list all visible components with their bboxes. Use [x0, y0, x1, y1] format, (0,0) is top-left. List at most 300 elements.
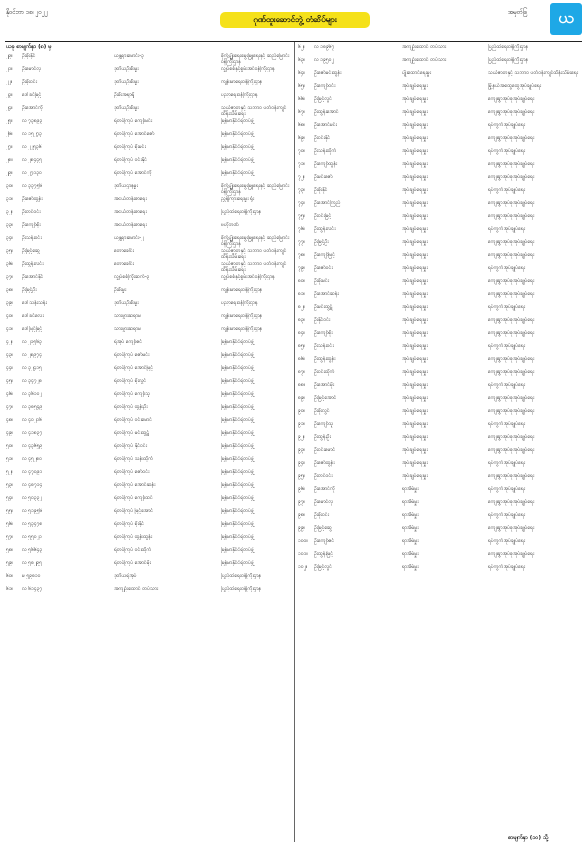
- position-cell: အကျဉ်းထောင် တပ်သား: [114, 585, 159, 592]
- position-cell: ရဲတပ်ကြပ် ထွန်းထွန်း: [114, 533, 153, 540]
- department-cell: ရပ်ကွက်အုပ်ချုပ်ရေး: [488, 343, 525, 349]
- department-cell: မြန်မာနိုင်ငံရဲတပ်ဖွဲ့: [221, 429, 254, 436]
- department-cell: သယံဇာတနှင့် သဘာဝ ပတ်ဝန်းကျင်ထိန်းသိမ်းရေး: [221, 260, 287, 273]
- column-divider: [294, 42, 295, 842]
- page-title: ဂုဏ်ထူးဆောင်ဘွဲ့ တံဆိပ်များ: [220, 12, 370, 28]
- name-cell: ဦးဇော်ထွန်း: [22, 195, 43, 202]
- department-cell: ရပ်ကွက်အုပ်ချုပ်ရေး: [488, 538, 525, 544]
- department-cell: ကျေးရွာအုပ်စုအုပ်ချုပ်ရေး: [488, 473, 535, 479]
- continued-from-label: ယခု စာမျက်နှာ (၈) မှ: [6, 44, 52, 50]
- name-cell: ဦးအောင်ကို: [22, 104, 43, 111]
- department-cell: ကျေးရွာအုပ်စုအုပ်ချုပ်ရေး: [488, 200, 535, 206]
- no-cell: ၄၃။: [6, 351, 14, 358]
- award-row: [6, 53, 292, 66]
- award-row: [298, 408, 582, 421]
- position-cell: အကျဉ်းထောင် တပ်သား: [402, 57, 447, 63]
- award-row: [298, 486, 582, 499]
- award-row: [6, 365, 292, 378]
- position-cell: အုပ်ချုပ်ရေးမှူး: [402, 291, 428, 297]
- position-cell: အုပ်ချုပ်ရေးမှူး: [402, 369, 428, 375]
- position-cell: ရဲတပ်ကြပ် ထွန်းဦး: [114, 403, 148, 410]
- position-cell: ရဲတပ်ကြပ် ဝင်းနိုင်: [114, 156, 147, 163]
- position-cell: ရာအိမ်မှူး: [402, 525, 419, 531]
- award-row: [298, 109, 582, 122]
- award-row: [298, 135, 582, 148]
- department-cell: ရပ်ကွက်အုပ်ချုပ်ရေး: [488, 512, 525, 518]
- no-cell: ၆၉။: [298, 135, 306, 141]
- name-cell: ဦးဇော်မင်းထွန်း: [314, 70, 342, 76]
- award-row: [298, 57, 582, 70]
- department-cell: မြန်မာနိုင်ငံရဲတပ်ဖွဲ့: [221, 130, 254, 137]
- position-cell: အုပ်ချုပ်ရေးမှူး: [402, 304, 428, 310]
- no-cell: ၈၈။: [298, 382, 306, 388]
- name-cell: မ ၅၉၈၁၀: [22, 572, 41, 579]
- award-row: [6, 508, 292, 521]
- department-cell: ပြည်ထဲရေးဝန်ကြီးဌာန: [221, 585, 262, 592]
- department-cell: ကျေးရွာအုပ်စုအုပ်ချုပ်ရေး: [488, 356, 535, 362]
- award-row: [298, 564, 582, 577]
- name-cell: ဒေါ်မြင့်မြင့်: [22, 325, 43, 332]
- name-cell: ဦးကျော်မြင့်: [314, 252, 335, 258]
- position-cell: အကျဉ်းထောင် တပ်သား: [402, 44, 447, 50]
- no-cell: ၅၂။: [6, 468, 13, 475]
- department-cell: ပြည်ထဲရေးဝန်ကြီးဌာန: [488, 57, 529, 63]
- name-cell: လ ၃၄၇၂၈: [22, 377, 43, 384]
- department-cell: မြန်မာနိုင်ငံရဲတပ်ဖွဲ့: [221, 481, 254, 488]
- position-cell: ရာအိမ်မှူး: [402, 538, 419, 544]
- position-cell: အုပ်ချုပ်ရေးမှူး: [402, 447, 428, 453]
- position-cell: အုပ်ချုပ်ရေးမှူး: [402, 317, 428, 323]
- name-cell: ဦးဝင်းမြင့်: [314, 213, 332, 219]
- award-row: [298, 213, 582, 226]
- no-cell: ၈၇။: [298, 369, 306, 375]
- no-cell: ၄၁။: [6, 325, 14, 332]
- award-row: [298, 317, 582, 330]
- department-cell: မြန်မာနိုင်ငံရဲတပ်ဖွဲ့: [221, 169, 254, 176]
- award-row: [6, 391, 292, 404]
- award-row: [298, 330, 582, 343]
- department-cell: ကျေးရွာအုပ်စုအုပ်ချုပ်ရေး: [488, 525, 535, 531]
- name-cell: ဦးထွန်းမြင့်: [314, 551, 334, 557]
- position-cell: ရဲတပ်ကြပ် အောင်မြင့်: [114, 364, 154, 371]
- award-row: [298, 447, 582, 460]
- no-cell: ၃၀။: [6, 182, 14, 189]
- department-cell: ကျေးရွာအုပ်စုအုပ်ချုပ်ရေး: [488, 174, 535, 180]
- award-row: [6, 521, 292, 534]
- award-row: [298, 200, 582, 213]
- name-cell: လ ၅၈၂၉၅: [22, 559, 43, 566]
- no-cell: ၉၅။: [298, 473, 306, 479]
- award-row: [298, 473, 582, 486]
- department-cell: ပြည်ထဲရေးဝန်ကြီးဌာန: [221, 208, 262, 215]
- department-cell: မြန်မာနိုင်ငံရဲတပ်ဖွဲ့: [221, 520, 254, 527]
- position-cell: ရာအိမ်မှူး: [402, 551, 419, 557]
- no-cell: ၇၁။: [298, 161, 306, 167]
- department-cell: ကျေးရွာအုပ်စုအုပ်ချုပ်ရေး: [488, 252, 535, 258]
- department-cell: လျှပ်စစ်နှင့်စွမ်းအင်ဝန်ကြီးဌာန: [221, 65, 275, 72]
- no-cell: ၉၁။: [298, 421, 306, 427]
- department-cell: ရပ်ကွက်အုပ်ချုပ်ရေး: [488, 382, 525, 388]
- award-row: [6, 352, 292, 365]
- name-cell: ဦးဇော်ဝင်း: [314, 265, 333, 271]
- award-row: [6, 248, 292, 261]
- position-cell: ရာအိမ်မှူး: [402, 499, 419, 505]
- department-cell: မြန်မာနိုင်ငံရဲတပ်ဖွဲ့: [221, 364, 254, 371]
- position-cell: ရာအိမ်မှူး: [402, 564, 419, 570]
- department-cell: မြန်မာနိုင်ငံရဲတပ်ဖွဲ့: [221, 403, 254, 410]
- name-cell: ဦးကျော်ဇင်: [314, 538, 335, 544]
- no-cell: ၁၀၂။: [298, 564, 308, 570]
- no-cell: ၆၄။: [298, 70, 306, 76]
- no-cell: ၃၅။: [6, 247, 14, 254]
- award-row: [6, 339, 292, 352]
- name-cell: လ ၄၀၂၁၆: [22, 416, 42, 423]
- department-cell: မြန်မာနိုင်ငံရဲတပ်ဖွဲ့: [221, 156, 254, 163]
- no-cell: ၅၈။: [6, 546, 14, 553]
- no-cell: ၃၁။: [6, 195, 14, 202]
- name-cell: လ ၁၈၉၆၇: [314, 44, 335, 50]
- name-cell: လ ၂၂၅၃၆: [22, 143, 42, 150]
- no-cell: ၄၀။: [6, 312, 14, 319]
- department-cell: မြန်မာနိုင်ငံရဲတပ်ဖွဲ့: [221, 442, 254, 449]
- no-cell: ၅၆။: [6, 520, 14, 527]
- award-row: [298, 538, 582, 551]
- award-row: [298, 44, 582, 57]
- award-row: [6, 430, 292, 443]
- department-cell: ရပ်ကွက်အုပ်ချုပ်ရေး: [488, 265, 525, 271]
- department-cell: ကျေးရွာအုပ်စုအုပ်ချုပ်ရေး: [488, 109, 535, 115]
- no-cell: ၈၁။: [298, 291, 306, 297]
- no-cell: ၅၉။: [6, 559, 14, 566]
- position-cell: ဒုတိယဌာနမှူး: [114, 182, 138, 189]
- department-cell: မြန်မာနိုင်ငံရဲတပ်ဖွဲ့: [221, 546, 254, 553]
- department-cell: ကျေးရွာအုပ်စုအုပ်ချုပ်ရေး: [488, 291, 535, 297]
- department-cell: လျှပ်စစ်နှင့်စွမ်းအင်ဝန်ကြီးဌာန: [221, 273, 275, 280]
- position-cell: အုပ်ချုပ်ရေးမှူး: [402, 135, 428, 141]
- award-row: [6, 261, 292, 274]
- no-cell: ၂၂။: [6, 78, 13, 85]
- award-row: [298, 174, 582, 187]
- position-cell: ရဲတပ်ကြပ် အောင်မိုး: [114, 559, 151, 566]
- no-cell: ၃၇။: [6, 273, 14, 280]
- award-row: [6, 66, 292, 79]
- position-cell: အုပ်ချုပ်ရေးမှူး: [402, 148, 428, 154]
- name-cell: ဦးမြင့်လွင်: [314, 564, 332, 570]
- no-cell: ၅၀။: [6, 442, 14, 449]
- name-cell: လ ၇၃၈၉၃: [22, 117, 43, 124]
- department-cell: မြန်မာနိုင်ငံရဲတပ်ဖွဲ့: [221, 117, 254, 124]
- name-cell: ဦးကျော်ထွန်း: [314, 161, 338, 167]
- award-row: [6, 287, 292, 300]
- award-row: [298, 356, 582, 369]
- position-cell: ရဲတပ်ကြပ် ဇော်မင်း: [114, 351, 150, 358]
- position-cell: ရဲတပ်ကြပ် စိုးမင်း: [114, 143, 146, 150]
- department-cell: မြန်မာနိုင်ငံရဲတပ်ဖွဲ့: [221, 377, 254, 384]
- no-cell: ၇၅။: [298, 213, 306, 219]
- department-cell: သယံဇာတနှင့် သဘာဝ ပတ်ဝန်းကျင်ထိန်းသိမ်းရေး: [221, 247, 287, 260]
- position-cell: အုပ်ချုပ်ရေးမှူး: [402, 187, 428, 193]
- award-row: [298, 161, 582, 174]
- position-cell: အုပ်ချုပ်ရေးမှူး: [402, 343, 428, 349]
- award-row: [6, 274, 292, 287]
- award-row: [6, 547, 292, 560]
- name-cell: ဦးတင်ဝင်း: [22, 208, 41, 215]
- no-cell: ၂၉။: [6, 169, 13, 176]
- award-row: [6, 183, 292, 196]
- name-cell: ဦးမောင်လှ: [314, 499, 334, 505]
- name-cell: ဦးမြင့်ဆွေ: [314, 525, 332, 531]
- position-cell: အုပ်ချုပ်ရေးမှူး: [402, 382, 428, 388]
- name-cell: ဦးစိုးမင်း: [314, 278, 330, 284]
- award-row: [298, 226, 582, 239]
- department-cell: ရပ်ကွက်အုပ်ချုပ်ရေး: [488, 226, 525, 232]
- position-cell: ရဲတပ်ကြပ် မြင့်အောင်: [114, 507, 154, 514]
- no-cell: ၁၀၁။: [298, 551, 308, 557]
- award-row: [6, 586, 292, 599]
- position-cell: အုပ်ချုပ်ရေးမှူး: [402, 460, 428, 466]
- award-row: [298, 499, 582, 512]
- award-row: [6, 196, 292, 209]
- name-cell: ဦးသန်းဝင်း: [314, 343, 334, 349]
- position-cell: ရဲတပ်ကြပ် အောင်ဇော်: [114, 130, 155, 137]
- name-cell: ဦးမြင့်ဆွေ: [22, 247, 40, 254]
- position-cell: ပျိုးထောင်ရေးမှူး: [402, 70, 431, 76]
- position-cell: ရဲတပ်ကြပ် အောင်ကို: [114, 169, 152, 176]
- no-cell: ၆၀။: [6, 572, 14, 579]
- position-cell: ရဲတပ်ကြပ် ဝင်းထိုက်: [114, 546, 152, 553]
- position-cell: ဒုတိယဦးစီးမှူး: [114, 78, 139, 85]
- no-cell: ၄၆။: [6, 390, 14, 397]
- no-cell: ၄၂။: [6, 338, 13, 345]
- award-row: [298, 265, 582, 278]
- position-cell: သားဖွားဆရာမ: [114, 325, 141, 332]
- issue-date: နိုဝင်ဘာ ၁၈၊ ၂၀၂၂: [6, 9, 48, 16]
- department-cell: မြန်မာနိုင်ငံရဲတပ်ဖွဲ့: [221, 416, 254, 423]
- award-row: [6, 573, 292, 586]
- page-header: [0, 0, 587, 40]
- no-cell: ၆၆။: [298, 96, 306, 102]
- position-cell: လျှပ်စစ်ကြိုးဆက်-၃: [114, 273, 150, 280]
- department-cell: မြန်မာနိုင်ငံရဲတပ်ဖွဲ့: [221, 143, 254, 150]
- name-cell: ဦးထွန်းလင်း: [314, 226, 336, 232]
- name-cell: လ ၅၆၆၄၃: [22, 546, 43, 553]
- name-cell: လ ၆၁၄၃၇: [22, 585, 43, 592]
- department-cell: ရပ်ကွက်အုပ်ချုပ်ရေး: [488, 486, 525, 492]
- name-cell: ဦးထွန်းဦး: [314, 434, 331, 440]
- department-cell: ကျန်းမာရေးဝန်ကြီးဌာန: [221, 78, 263, 85]
- name-cell: ဦးဝင်းနိုင်: [314, 135, 331, 141]
- position-cell: ရဲတပ်ကြပ် အောင်ဆန်း: [114, 481, 156, 488]
- position-cell: အုပ်ချုပ်ရေးမှူး: [402, 239, 428, 245]
- department-cell: မြန်မာနိုင်ငံရဲတပ်ဖွဲ့: [221, 468, 254, 475]
- no-cell: ၄၇။: [6, 403, 14, 410]
- department-cell: စိုက်ပျိုးရေးမွေးမြူရေးနှင့် ဆည်မြောင်းဝန်ကြီးဌာန: [221, 234, 290, 247]
- position-cell: ရဲတပ်ကြပ် ကျော်ထင်: [114, 494, 153, 501]
- department-cell: ကျေးရွာအုပ်စုအုပ်ချုပ်ရေး: [488, 278, 535, 284]
- position-cell: အုပ်ချုပ်ရေးမှူး: [402, 408, 428, 414]
- department-cell: ရပ်ကွက်အုပ်ချုပ်ရေး: [488, 421, 525, 427]
- position-cell: အုပ်ချုပ်ရေးမှူး: [402, 421, 428, 427]
- no-cell: ၃၆။: [6, 260, 14, 267]
- position-cell: အုပ်ချုပ်ရေးမှူး: [402, 473, 428, 479]
- name-cell: ဦးအောင်မိုး: [314, 382, 335, 388]
- continued-on-label: စာမျက်နှာ (၁၀) သို့: [508, 835, 549, 841]
- no-cell: ၄၈။: [6, 416, 14, 423]
- no-cell: ၉၉။: [298, 525, 306, 531]
- department-cell: မြန်မာနိုင်ငံရဲတပ်ဖွဲ့: [221, 351, 254, 358]
- award-row: [298, 70, 582, 83]
- award-row: [298, 525, 582, 538]
- name-cell: ဦးမင်းဇော်: [314, 174, 333, 180]
- award-row: [6, 157, 292, 170]
- position-cell: အုပ်ချုပ်ရေးမှူး: [402, 213, 428, 219]
- award-row: [298, 369, 582, 382]
- position-cell: ဦးစီးမှူး: [114, 286, 127, 293]
- name-cell: ဦးကျော်စိုး: [22, 221, 41, 228]
- award-row: [6, 534, 292, 547]
- name-cell: ဒေါ်ခင်မြင့်: [22, 91, 42, 98]
- position-cell: ရာအိမ်မှူး: [402, 486, 419, 492]
- department-cell: ရပ်ကွက်အုပ်ချုပ်ရေး: [488, 148, 525, 154]
- award-row: [6, 79, 292, 92]
- no-cell: ၂၁။: [6, 65, 13, 72]
- award-row: [6, 222, 292, 235]
- position-cell: အုပ်ချုပ်ရေးမှူး: [402, 395, 428, 401]
- department-cell: ကျန်းမာရေးဝန်ကြီးဌာန: [221, 312, 263, 319]
- no-cell: ၈၄။: [298, 330, 306, 336]
- no-cell: ၅၄။: [6, 494, 14, 501]
- name-cell: လ ၄၅၂၈၀: [22, 455, 43, 462]
- name-cell: လ ၂၈၄၄၅: [22, 156, 43, 163]
- name-cell: ဦးဝင်းထိုက်: [314, 369, 335, 375]
- no-cell: ၂၉။: [6, 52, 13, 59]
- no-cell: ၇၇။: [298, 239, 306, 245]
- award-row: [6, 313, 292, 326]
- award-row: [6, 443, 292, 456]
- department-cell: စိုက်ပျိုးရေးမွေးမြူရေးနှင့် ဆည်မြောင်းဝန်ကြီးဌာန: [221, 182, 290, 195]
- position-cell: အုပ်ချုပ်ရေးမှူး: [402, 278, 428, 284]
- name-cell: ဦးအောင်မင်း: [314, 122, 337, 128]
- award-row: [6, 495, 292, 508]
- award-row: [6, 105, 292, 118]
- position-cell: ရာအိမ်မှူး: [402, 512, 419, 518]
- position-cell: အုပ်ချုပ်ရေးမှူး: [402, 122, 428, 128]
- position-cell: ရဲတပ်ကြပ် နိုင်ဝင်း: [114, 442, 147, 449]
- award-row: [6, 469, 292, 482]
- award-row: [298, 239, 582, 252]
- position-cell: အငယ်တန်းစာရေး: [114, 208, 147, 215]
- no-cell: ၂၃။: [6, 91, 13, 98]
- no-cell: ၆၁။: [6, 585, 14, 592]
- department-cell: ကျန်းမာရေးဝန်ကြီးဌာန: [221, 286, 263, 293]
- department-cell: ကျေးရွာအုပ်စုအုပ်ချုပ်ရေး: [488, 239, 535, 245]
- right-award-list: [298, 44, 582, 577]
- department-cell: မြန်မာနိုင်ငံရဲတပ်ဖွဲ့: [221, 390, 254, 397]
- position-cell: အုပ်ချုပ်ရေးမှူး: [402, 83, 428, 89]
- name-cell: ဦးသန်းဝင်း: [22, 234, 42, 241]
- position-cell: သားဖွားဆရာမ: [114, 312, 141, 319]
- award-row: [298, 96, 582, 109]
- department-cell: ကျန်းမာရေးဝန်ကြီးဌာန: [221, 325, 263, 332]
- no-cell: ၁၀၀။: [298, 538, 308, 544]
- department-cell: ပြည်ထဲရေးဝန်ကြီးဌာန: [221, 572, 262, 579]
- department-cell: ရပ်ကွက်အုပ်ချုပ်ရေး: [488, 304, 525, 310]
- department-cell: ရပ်ကွက်အုပ်ချုပ်ရေး: [488, 187, 525, 193]
- award-row: [6, 560, 292, 573]
- no-cell: ၇၄။: [298, 200, 306, 206]
- position-cell: ဦးစီးအရာရှိ: [114, 91, 135, 98]
- position-cell: အုပ်ချုပ်ရေးမှူး: [402, 265, 428, 271]
- name-cell: ဒေါ်ခင်လေး: [22, 312, 44, 319]
- name-cell: ဦးစိုးလွင်: [314, 408, 330, 414]
- no-cell: ၉၆။: [298, 486, 306, 492]
- no-cell: ၅၁။: [6, 455, 14, 462]
- no-cell: ၈၅။: [298, 343, 306, 349]
- no-cell: ၂၆။: [6, 130, 13, 137]
- award-row: [298, 460, 582, 473]
- department-cell: မြန်မာနိုင်ငံရဲတပ်ဖွဲ့: [221, 559, 254, 566]
- right-column: [298, 44, 582, 577]
- award-row: [298, 252, 582, 265]
- no-cell: ၉၂။: [298, 434, 305, 440]
- left-column: [6, 44, 292, 599]
- name-cell: လ ၅၃၄၇၈: [22, 520, 43, 527]
- name-cell: လ ၂၇၁၃၀: [22, 169, 42, 176]
- no-cell: ၉၈။: [298, 512, 306, 518]
- award-row: [298, 421, 582, 434]
- award-row: [6, 209, 292, 222]
- department-cell: ကျေးရွာအုပ်စုအုပ်ချုပ်ရေး: [488, 447, 535, 453]
- position-cell: ရဲတပ်ကြပ် မင်းထွဋ်: [114, 429, 150, 436]
- no-cell: ၉၇။: [298, 499, 306, 505]
- no-cell: ၆၃။: [298, 57, 306, 63]
- department-cell: စိုက်ပျိုးရေးမွေးမြူရေးနှင့် ဆည်မြောင်းဝန်ကြီးဌာန: [221, 52, 290, 65]
- name-cell: ဦးမြင့်ဦး: [22, 286, 37, 293]
- award-row: [298, 187, 582, 200]
- no-cell: ၄၅။: [6, 377, 14, 384]
- no-cell: ၆၂။: [298, 44, 305, 50]
- position-cell: ဒုတိယဦးစီးမှူး: [114, 299, 139, 306]
- name-cell: ဦးစိုးနိုင်: [22, 52, 36, 59]
- publication-logo-icon: ယ: [550, 3, 582, 35]
- department-cell: မြန်မာနိုင်ငံရဲတပ်ဖွဲ့: [221, 338, 254, 345]
- award-row: [298, 278, 582, 291]
- name-cell: ဦးအောင်နိုင်: [22, 273, 44, 280]
- award-row: [6, 326, 292, 339]
- department-cell: မြန်မာနိုင်ငံရဲတပ်ဖွဲ့: [221, 507, 254, 514]
- department-cell: ကျေးရွာအုပ်စုအုပ်ချုပ်ရေး: [488, 395, 535, 401]
- department-cell: ကျေးရွာအုပ်စုအုပ်ချုပ်ရေး: [488, 96, 535, 102]
- name-cell: လ ၄၇၀၉၁: [22, 468, 43, 475]
- department-cell: ကျေးရွာအုပ်စုအုပ်ချုပ်ရေး: [488, 161, 535, 167]
- name-cell: လ ၅၅၀၂၁: [22, 533, 42, 540]
- position-cell: အငယ်တန်းစာရေး: [114, 221, 147, 228]
- department-cell: ကျေးရွာအုပ်စုအုပ်ချုပ်ရေး: [488, 499, 535, 505]
- award-row: [298, 304, 582, 317]
- award-row: [298, 434, 582, 447]
- name-cell: ဦးအောင်ကြည်: [314, 200, 341, 206]
- no-cell: ၃၂။: [6, 208, 13, 215]
- award-row: [298, 343, 582, 356]
- name-cell: ဦးမြင့်လွင်: [314, 96, 332, 102]
- award-row: [6, 92, 292, 105]
- department-cell: မြန်မာနိုင်ငံရဲတပ်ဖွဲ့: [221, 494, 254, 501]
- position-cell: အုပ်ချုပ်ရေးမှူး: [402, 356, 428, 362]
- department-cell: ကျေးရွာအုပ်စုအုပ်ချုပ်ရေး: [488, 135, 535, 141]
- position-cell: ရဲအုပ် ကျော်ဇင်: [114, 338, 143, 345]
- award-row: [298, 551, 582, 564]
- award-row: [298, 291, 582, 304]
